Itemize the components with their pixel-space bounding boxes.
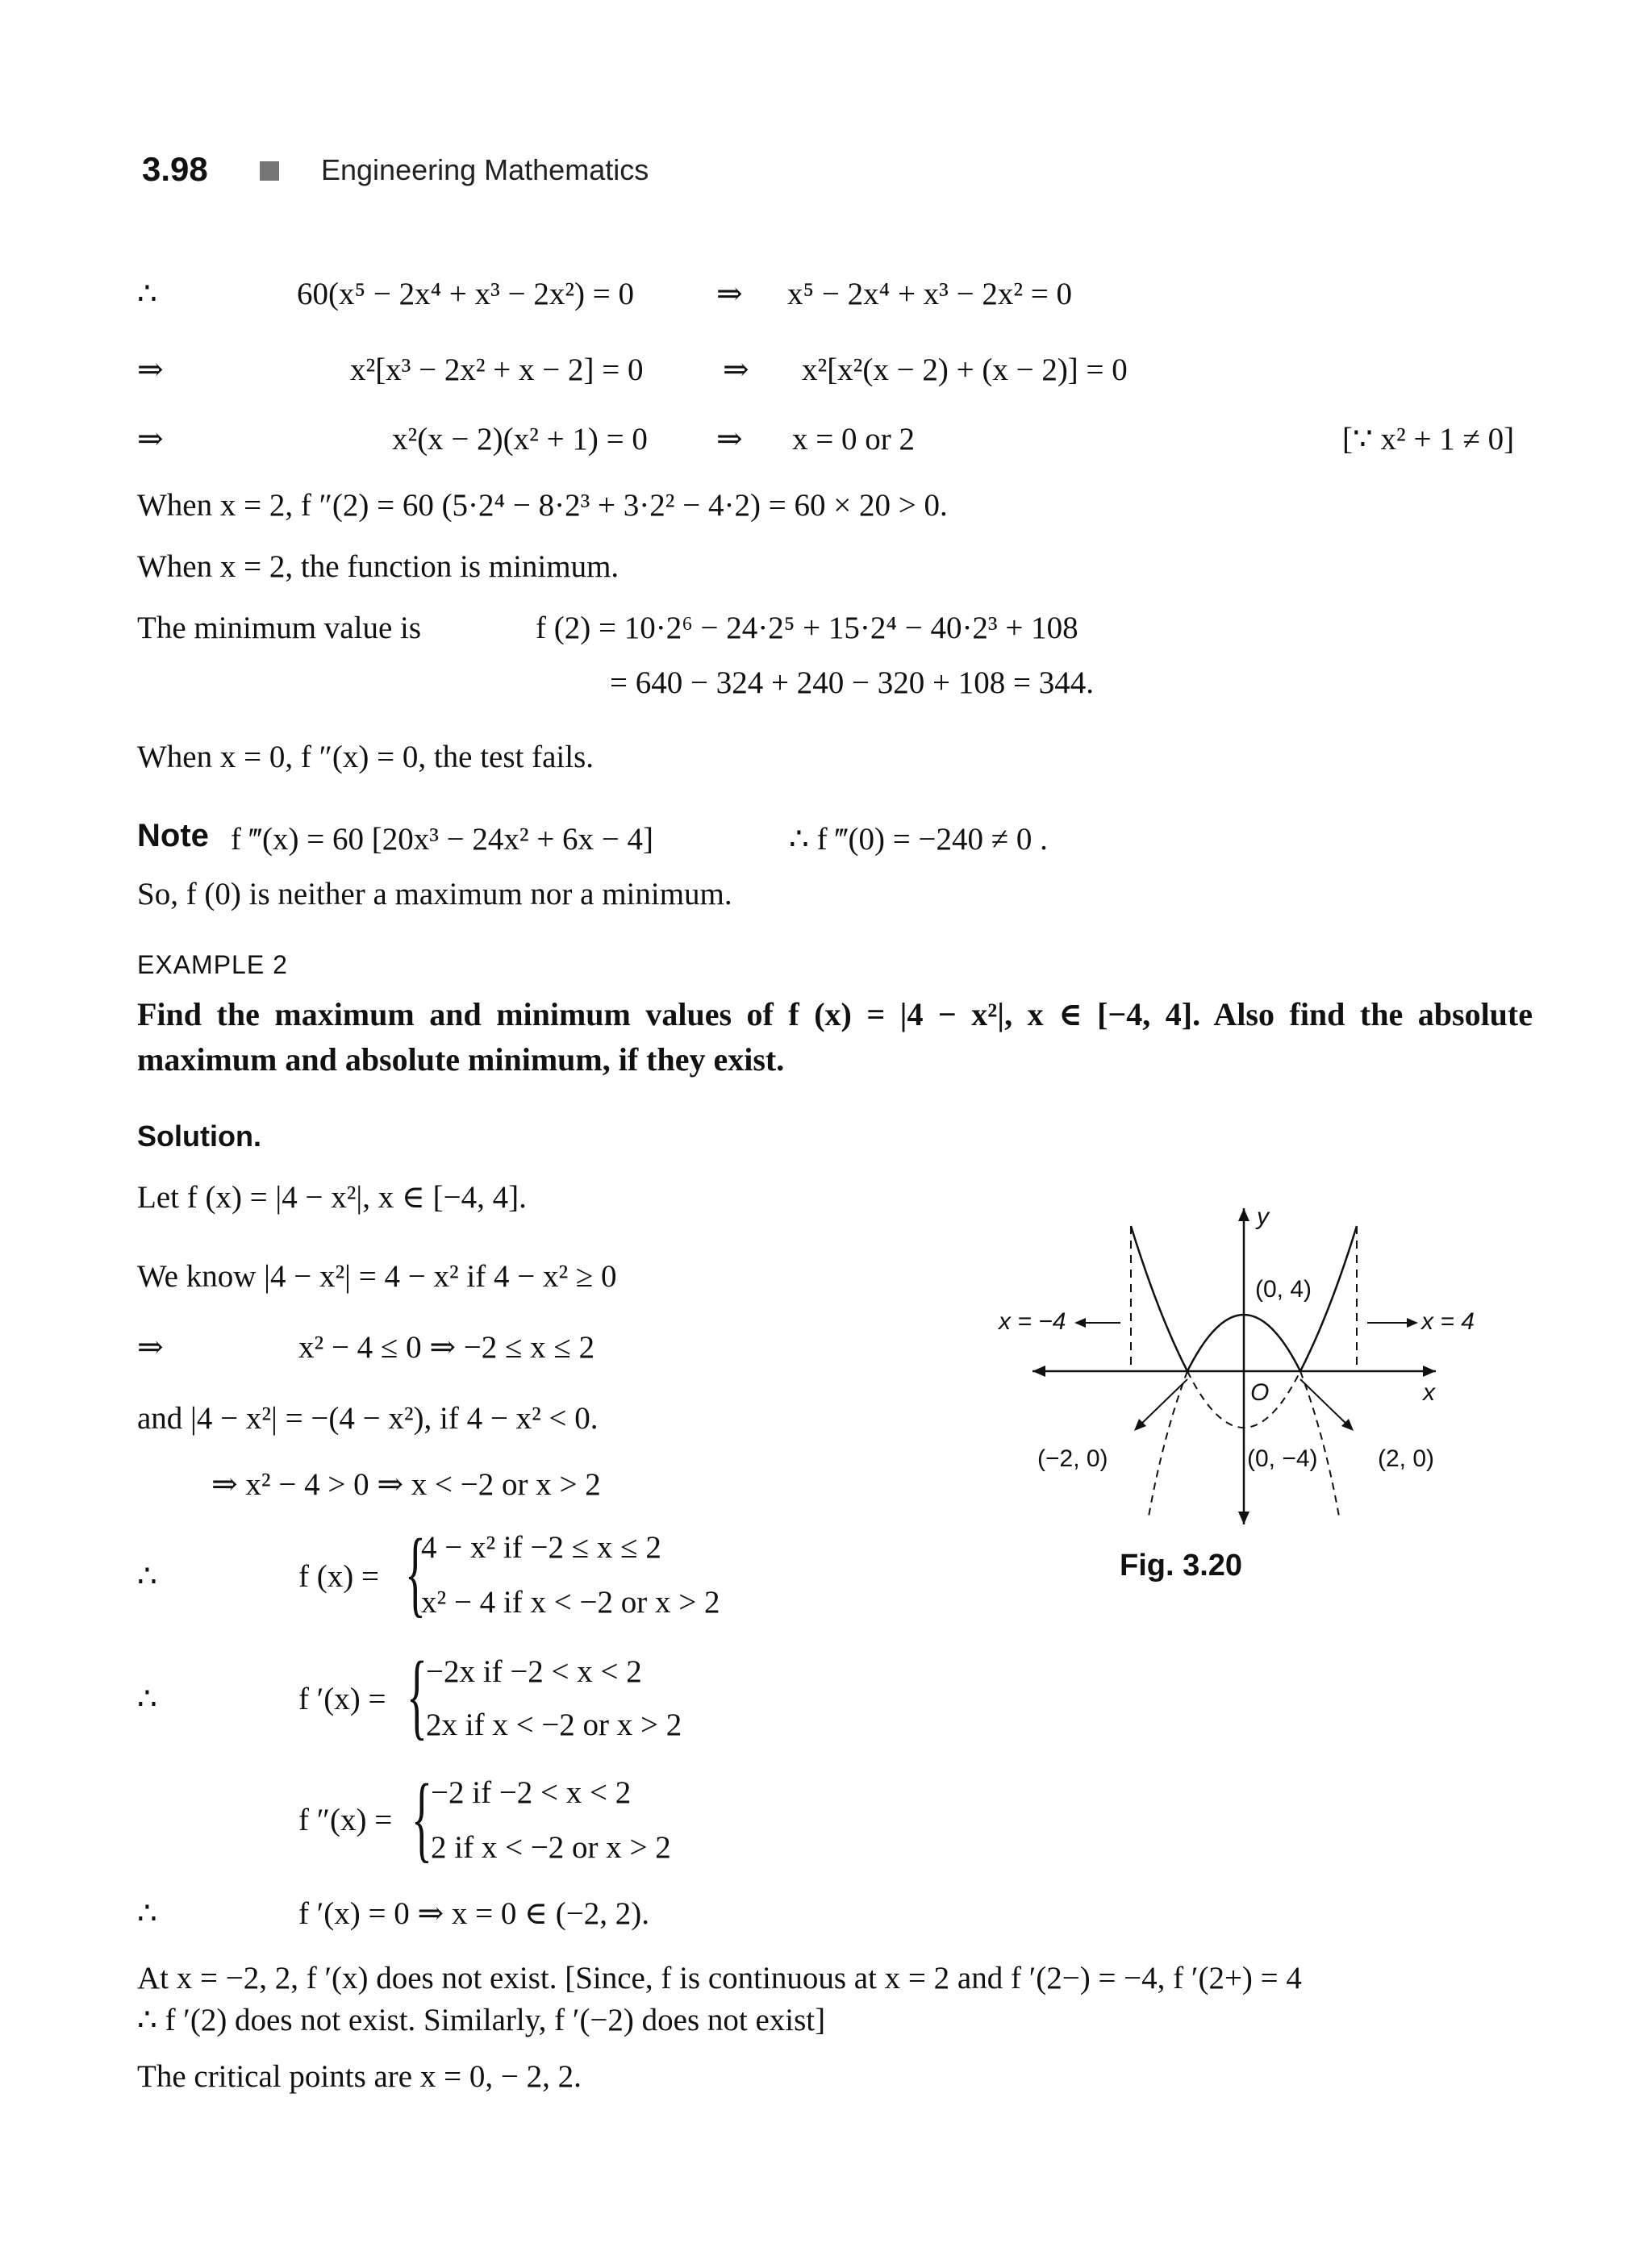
brace-icon: { bbox=[405, 1519, 426, 1626]
header-square-icon bbox=[260, 161, 279, 181]
label-origin: O bbox=[1250, 1379, 1270, 1406]
therefore-symbol: ∴ bbox=[137, 1559, 157, 1594]
implies-symbol: ⇒ bbox=[137, 1330, 164, 1365]
piecewise-case: 2 if x < −2 or x > 2 bbox=[431, 1830, 671, 1865]
solution-line: The critical points are x = 0, − 2, 2. bbox=[137, 2059, 582, 2094]
page-number: 3.98 bbox=[142, 150, 208, 188]
label-point-top: (0, 4) bbox=[1255, 1276, 1312, 1303]
figure-caption: Fig. 3.20 bbox=[1120, 1549, 1243, 1583]
label-x-minus-4: x = −4 bbox=[999, 1308, 1066, 1335]
example-heading: EXAMPLE 2 bbox=[137, 950, 288, 979]
y-axis-arrow-up-icon bbox=[1238, 1208, 1249, 1221]
label-y: y bbox=[1257, 1203, 1269, 1230]
piecewise-case: 2x if x < −2 or x > 2 bbox=[426, 1708, 682, 1742]
implies-symbol: ⇒ bbox=[723, 352, 749, 387]
equation-line-1b: x⁵ − 2x⁴ + x³ − 2x² = 0 bbox=[787, 277, 1073, 311]
note-equation: ∴ f ‴(0) = −240 ≠ 0 . bbox=[789, 822, 1048, 857]
x-axis-arrow-right-icon bbox=[1423, 1366, 1436, 1377]
equation-line-3a: x²(x − 2)(x² + 1) = 0 bbox=[392, 422, 648, 457]
equation-line-3b: x = 0 or 2 bbox=[792, 422, 915, 457]
pointer-left-root bbox=[1137, 1379, 1187, 1428]
implies-symbol: ⇒ bbox=[137, 352, 164, 387]
curve-left-branch bbox=[1131, 1226, 1187, 1371]
solution-line: At x = −2, 2, f ′(x) does not exist. [Since, f is continuous at x = 2 and f ′(2−) = −4, f ′(2+) = 4 bbox=[137, 1961, 1302, 1995]
text-line: The minimum value is bbox=[137, 611, 422, 645]
solution-line: ⇒ x² − 4 > 0 ⇒ x < −2 or x > 2 bbox=[211, 1467, 601, 1502]
solution-line: ∴ f ′(2) does not exist. Similarly, f ′(−2) does not exist] bbox=[137, 2003, 826, 2037]
note-label: Note bbox=[137, 818, 209, 853]
brace-icon: { bbox=[407, 1641, 428, 1749]
equation-line: = 640 − 324 + 240 − 320 + 108 = 344. bbox=[610, 665, 1094, 700]
figure-graph bbox=[952, 1194, 1516, 1549]
text-line: When x = 2, the function is minimum. bbox=[137, 549, 620, 584]
curve-dashed-left bbox=[1149, 1371, 1187, 1516]
piecewise-case: −2x if −2 < x < 2 bbox=[426, 1654, 642, 1689]
curve-dashed-right bbox=[1300, 1371, 1339, 1516]
implies-symbol: ⇒ bbox=[716, 277, 743, 311]
piecewise-lhs: f ″(x) = bbox=[298, 1803, 393, 1837]
implies-symbol: ⇒ bbox=[137, 422, 164, 457]
text-line: When x = 2, f ″(2) = 60 (5·2⁴ − 8·2³ + 3·2² − 4·2) = 60 × 20 > 0. bbox=[137, 488, 948, 523]
label-x-4: x = 4 bbox=[1421, 1308, 1475, 1335]
equation-line-1a: 60(x⁵ − 2x⁴ + x³ − 2x²) = 0 bbox=[297, 277, 635, 311]
therefore-symbol: ∴ bbox=[137, 1682, 157, 1716]
equation-line: f (2) = 10·2⁶ − 24·2⁵ + 15·2⁴ − 40·2³ + 108 bbox=[536, 611, 1078, 645]
note-text: So, f (0) is neither a maximum nor a minimum. bbox=[137, 877, 732, 911]
label-point-bottom: (0, −4) bbox=[1247, 1445, 1318, 1472]
equation-line-2a: x²[x³ − 2x² + x − 2] = 0 bbox=[350, 352, 644, 387]
x-axis-arrow-left-icon bbox=[1032, 1366, 1045, 1377]
pointer-arrow-icon bbox=[1074, 1318, 1086, 1328]
therefore-symbol: ∴ bbox=[137, 1896, 157, 1931]
solution-line: We know |4 − x²| = 4 − x² if 4 − x² ≥ 0 bbox=[137, 1259, 617, 1294]
therefore-symbol: ∴ bbox=[137, 277, 157, 311]
y-axis-arrow-down-icon bbox=[1238, 1512, 1249, 1524]
solution-line: f ′(x) = 0 ⇒ x = 0 ∈ (−2, 2). bbox=[298, 1896, 649, 1931]
solution-line: Let f (x) = |4 − x²|, x ∈ [−4, 4]. bbox=[137, 1180, 527, 1215]
running-title: Engineering Mathematics bbox=[321, 153, 649, 186]
solution-line: x² − 4 ≤ 0 ⇒ −2 ≤ x ≤ 2 bbox=[298, 1330, 595, 1365]
solution-heading: Solution. bbox=[137, 1120, 261, 1153]
label-right-root: (2, 0) bbox=[1378, 1445, 1435, 1472]
label-x: x bbox=[1423, 1379, 1435, 1406]
pointer-right-root bbox=[1300, 1379, 1350, 1428]
brace-icon: { bbox=[411, 1764, 432, 1871]
piecewise-case: 4 − x² if −2 ≤ x ≤ 2 bbox=[421, 1530, 661, 1565]
solution-line: and |4 − x²| = −(4 − x²), if 4 − x² < 0. bbox=[137, 1401, 599, 1436]
piecewise-case: −2 if −2 < x < 2 bbox=[431, 1775, 632, 1810]
piecewise-lhs: f ′(x) = bbox=[298, 1682, 386, 1716]
example-statement: Find the maximum and minimum values of f (x) = |4 − x²|, x ∈ [−4, 4]. Also find the absolute maximum and absolute minimum, if they exist. bbox=[137, 996, 1533, 1078]
note-equation: f ‴(x) = 60 [20x³ − 24x² + 6x − 4] bbox=[231, 822, 654, 857]
equation-line-3c: [∵ x² + 1 ≠ 0] bbox=[1342, 422, 1515, 457]
pointer-arrow-icon bbox=[1407, 1318, 1418, 1328]
piecewise-case: x² − 4 if x < −2 or x > 2 bbox=[421, 1585, 720, 1620]
text-line: When x = 0, f ″(x) = 0, the test fails. bbox=[137, 740, 594, 774]
implies-symbol: ⇒ bbox=[716, 422, 743, 457]
piecewise-lhs: f (x) = bbox=[298, 1559, 379, 1594]
equation-line-2b: x²[x²(x − 2) + (x − 2)] = 0 bbox=[802, 352, 1128, 387]
label-left-root: (−2, 0) bbox=[1037, 1445, 1108, 1472]
